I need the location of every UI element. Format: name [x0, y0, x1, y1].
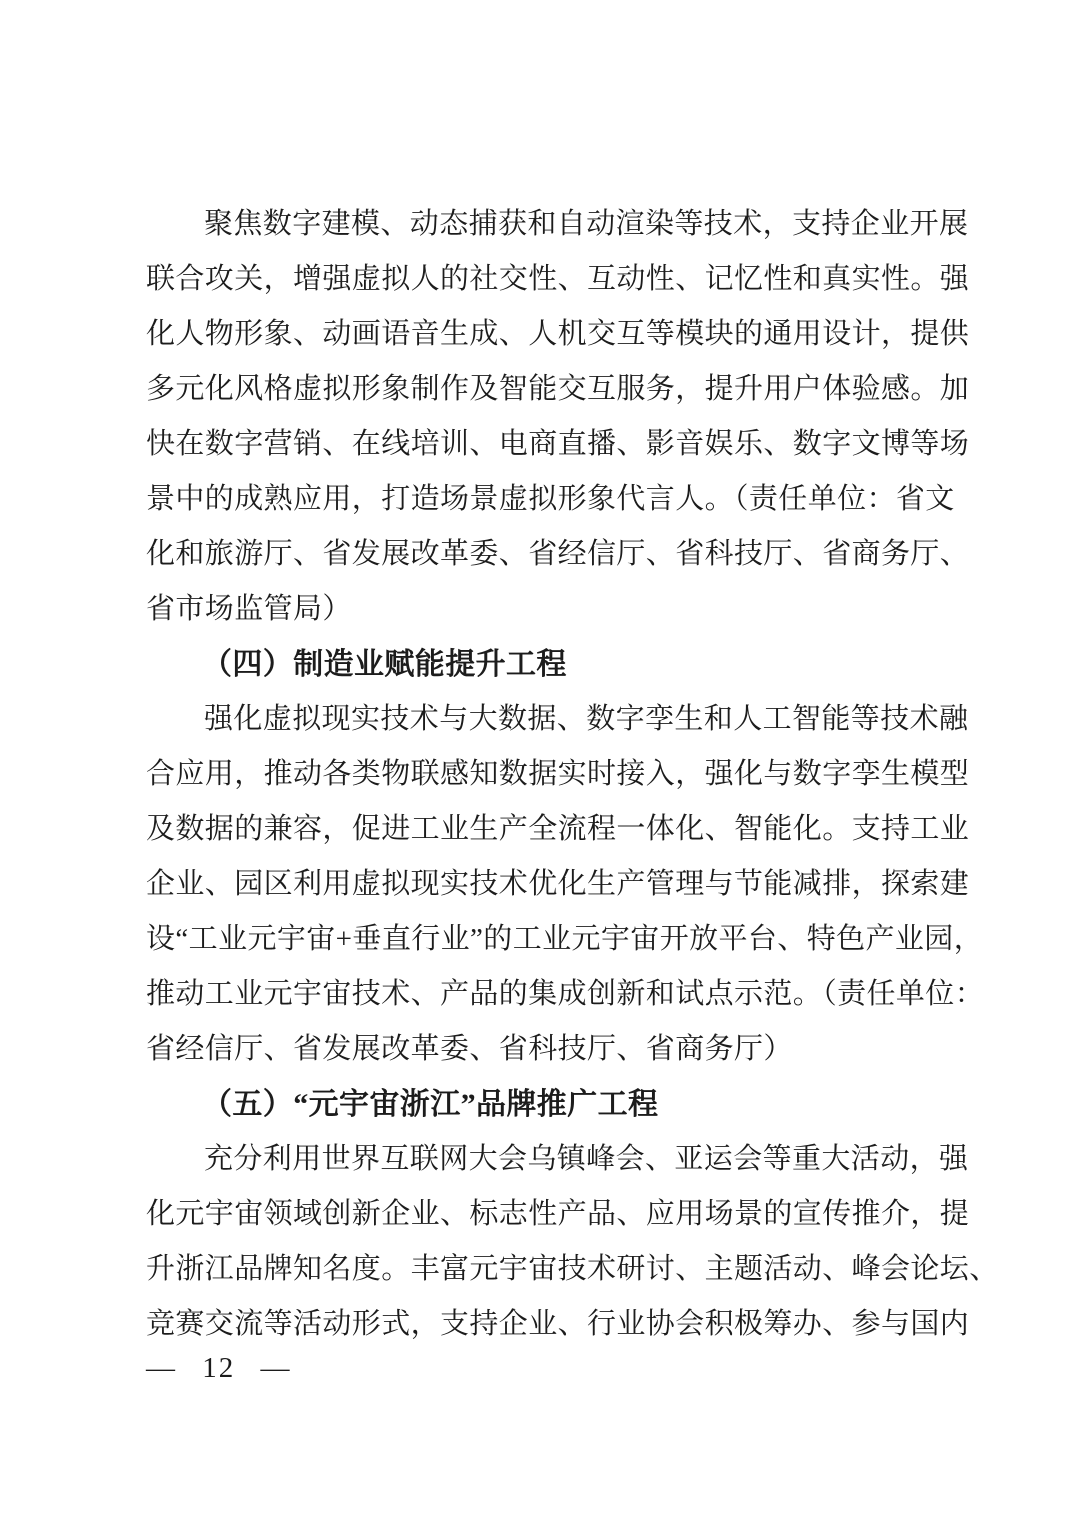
paragraph-line: 化人物形象、动画语音生成、人机交互等模块的通用设计，提供	[146, 318, 970, 350]
paragraph-line: 省市场监管局）	[146, 593, 352, 625]
paragraph-line: 省经信厅、省发展改革委、省科技厅、省商务厅）	[146, 1033, 793, 1065]
paragraph-line: 景中的成熟应用，打造场景虚拟形象代言人。（责任单位：省文	[146, 483, 955, 515]
paragraph-line: 及数据的兼容，促进工业生产全流程一体化、智能化。支持工业	[146, 813, 970, 845]
section-heading-5: （五）“元宇宙浙江”品牌推广工程	[202, 1088, 659, 1121]
paragraph-line: 升浙江品牌知名度。丰富元宇宙技术研讨、主题活动、峰会论坛、	[146, 1253, 999, 1285]
paragraph-line: 企业、园区利用虚拟现实技术优化生产管理与节能减排，探索建	[146, 868, 970, 900]
page-number: — 12 —	[146, 1352, 292, 1384]
section-heading-4: （四）制造业赋能提升工程	[202, 648, 567, 681]
paragraph-line: 合应用，推动各类物联感知数据实时接入，强化与数字孪生模型	[146, 758, 970, 790]
paragraph-line: 充分利用世界互联网大会乌镇峰会、亚运会等重大活动，强	[204, 1143, 969, 1175]
paragraph-line: 聚焦数字建模、动态捕获和自动渲染等技术，支持企业开展	[204, 208, 969, 240]
paragraph-line: 强化虚拟现实技术与大数据、数字孪生和人工智能等技术融	[204, 703, 969, 735]
paragraph-line: 多元化风格虚拟形象制作及智能交互服务，提升用户体验感。加	[146, 373, 970, 405]
paragraph-line: 化元宇宙领域创新企业、标志性产品、应用场景的宣传推介，提	[146, 1198, 970, 1230]
paragraph-line: 快在数字营销、在线培训、电商直播、影音娱乐、数字文博等场	[146, 428, 970, 460]
paragraph-line: 联合攻关，增强虚拟人的社交性、互动性、记忆性和真实性。强	[146, 263, 970, 295]
paragraph-line: 推动工业元宇宙技术、产品的集成创新和试点示范。（责任单位：	[146, 978, 985, 1010]
document-body	[146, 197, 999, 1352]
paragraph-line: 设“工业元宇宙+垂直行业”的工业元宇宙开放平台、特色产业园，	[146, 923, 984, 955]
paragraph-line: 竞赛交流等活动形式，支持企业、行业协会积极筹办、参与国内	[146, 1308, 970, 1340]
paragraph-line: 化和旅游厅、省发展改革委、省经信厅、省科技厅、省商务厅、	[146, 538, 970, 570]
